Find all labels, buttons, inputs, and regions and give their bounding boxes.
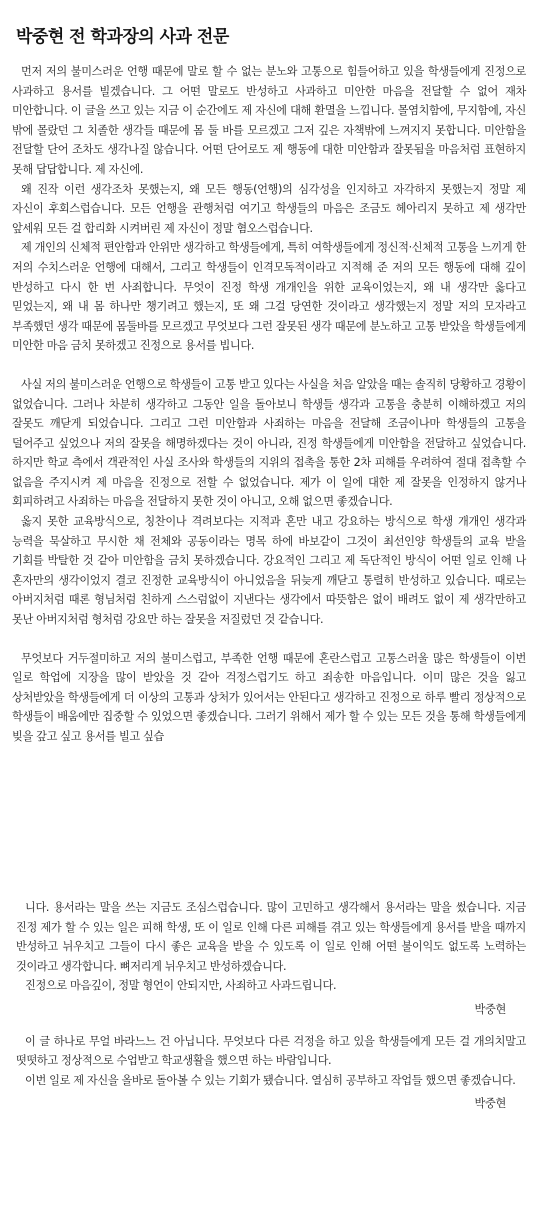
signature: 박중현 [474, 1002, 506, 1016]
postscript-paragraph: 이 글 하나로 무얼 바라느느 건 아닙니다. 무엇보다 다른 걱정을 하고 있을 학생들에게 모든 걸 개의치말고 떳떳하고 정상적으로 수업받고 학교생활을 했으면 하는 바람입니다. [16, 1034, 526, 1068]
signature: 박중현 [474, 1097, 506, 1111]
letter-paragraph: 먼저 저의 불미스러운 언행 때문에 말로 할 수 없는 분노와 고통으로 힘들어하고 있을 학생들에게 진정으로 사과하고 용서를 빌겠습니다. 그 어떤 말로도 반성하고 사과하고 미안한 마음을 전달할 수 없어 재차 미안합니다. 이 글을 쓰고 있는 지금 이 순간에도 제 자신에 대해 환멸을 느낍니다. 몰염치함에, 무지함에, 자신 밖에 몰랐던 그 치졸한 생각들 때문에 몸 둘 바를 모르겠고 그저 깊은 자책밖에 느껴지지 못합니다. 미안함을 전달할 단어 조차도 생각나질 않습니다. 어떤 단어로도 제 행동에 대한 미안함과 잘못됨을 마음처럼 표현하지 못해 답답합니다. 제 자신에. [12, 65, 526, 176]
paragraph-spacer [12, 630, 526, 649]
letter-paragraph: 옳지 못한 교육방식으로, 칭찬이나 격려보다는 지적과 혼만 내고 강요하는 방식으로 학생 개개인 생각과 능력을 묵살하고 무시한 채 전체와 공동이라는 명목 하에 바보같이 그것이 최선인양 학생들의 교육 받을 기회를 박탈한 것 같아 미안함을 금치 못하겠습니다. 강요적인 그리고 제 독단적인 방식이 어떤 일로 인해 나 혼자만의 생각이었지 결코 진정한 교육방식이 아니었음을 뒤늦게 깨닫고 통렬히 반성하고 있습니다. 때로는 아버지처럼 때론 형님처럼 친하게 스스럼없이 지낸다는 생각에서 따뜻함은 없이 배려도 없이 제 생각만하고 못난 아버지처럼 형처럼 강요만 하는 잘못을 저질렀던 것 같습니다. [12, 515, 526, 627]
letter-paragraph: 제 개인의 신체적 편안함과 안위만 생각하고 학생들에게, 특히 여학생들에게 정신적·신체적 고통을 느끼게 한 저의 수치스러운 언행에 대해서, 그리고 학생들이 인격모독적이라고 지적해 준 저의 모든 행동에 대해 깊이 반성하고 다시 한 번 사죄합니다. 무엇이 진정 학생 개개인을 위한 교육이었는지, 왜 내 생각만 옳다고 믿었는지, 왜 내 몸 하나만 챙기려고 했는지, 또 왜 그걸 당연한 것이라고 생각했는지 정말 저의 모자라고 부족했던 생각 때문에 몸둘바를 모르겠고 무엇보다 그런 잘못된 생각 때문에 분노하고 고통 받았을 학생들에게 미안한 마음 금치 못하겠고 진정으로 용서를 빕니다. [12, 241, 527, 353]
letter-paragraph: 사실 저의 불미스러운 언행으로 학생들이 고통 받고 있다는 사실을 처음 알았을 때는 솔직히 당황하고 경황이 없었습니다. 그러나 차분히 생각하고 그동안 일을 돌아보니 학생들 생각과 고통을 충분히 이해하겠고 저의 잘못도 깨닫게 되었습니다. 그리고 그런 미안함과 사죄하는 마음을 전달해 조금이나마 학생들의 고통을 덜어주고 싶었으나 저의 잘못을 해명하겠다는 것이 아니라, 진정 학생들에게 미안함을 전달하고 싶었습니다. 하지만 학교 측에서 객관적인 사실 조사와 학생들의 지위의 접촉을 통한 2차 피해를 우려하여 절대 접촉할 수 없음을 주지시켜 제 마음을 진정으로 전할 수 없었습니다. 제가 이 일에 대한 제 잘못을 인정하지 않거나 회피하려고 사죄하는 마음을 전달하지 못한 것이 아니고, 오해 없으면 좋겠습니다. [12, 377, 527, 509]
letter-page-2 [16, 898, 526, 1114]
postscript-paragraph: 이번 일로 제 자신을 올바로 돌아볼 수 있는 기회가 됐습니다. 열심히 공부하고 작업들 했으면 좋겠습니다. [25, 1073, 516, 1087]
letter-paragraph: 진정으로 마음깊이, 정말 형언이 안되지만, 사죄하고 사과드립니다. [25, 979, 337, 993]
paragraph-spacer [12, 356, 526, 375]
letter-paragraph: 왜 진작 이런 생각조차 못했는지, 왜 모든 행동(언행)의 심각성을 인지하고 자각하지 못했는지 정말 제 자신이 후회스럽습니다. 모든 언행을 관행처럼 여기고 학생들의 마음은 조금도 헤아리지 못하고 제 생각만 앞세워 모든 걸 합리화 시켜버린 제 자신이 정말 혐오스럽습니다. [12, 182, 526, 235]
letter-paragraph: 니다. 용서라는 말을 쓰는 지금도 조심스럽습니다. 많이 고민하고 생각해서 용서라는 말을 썼습니다. 지금 진정 제가 할 수 있는 일은 피해 학생, 또 이 일로 인해 다른 피해를 겪고 있는 학생들에게 용서를 받을 때까지 반성하고 뉘우치고 그들이 다시 좋은 교육을 받을 수 있도록 이 일로 인해 어떤 불이익도 없도록 노력하는 것이라고 생각합니다. 뼈저리게 뉘우치고 반성하겠습니다. [16, 901, 526, 973]
page-title: 박중현 전 학과장의 사과 전문 [16, 27, 229, 47]
letter-paragraph: 무엇보다 거두절미하고 저의 불미스럽고, 부족한 언행 때문에 혼란스럽고 고통스러울 많은 학생들이 이번 일로 학업에 지장을 많이 받았을 것 같아 걱정스럽기도 하고 죄송한 마음입니다. 이미 많은 것을 잃고 상처받았을 학생들에게 더 이상의 고통과 상처가 있어서는 안된다고 생각하고 진정으로 하루 빨리 정상적으로 학생들이 배움에만 집중할 수 있었으면 좋겠습니다. 그러기 위해서 제가 할 수 있는 모든 것을 통해 학생들에게 빚을 갚고 싶고 용서를 빌고 싶습 [12, 651, 526, 743]
letter-page-1 [12, 62, 526, 747]
